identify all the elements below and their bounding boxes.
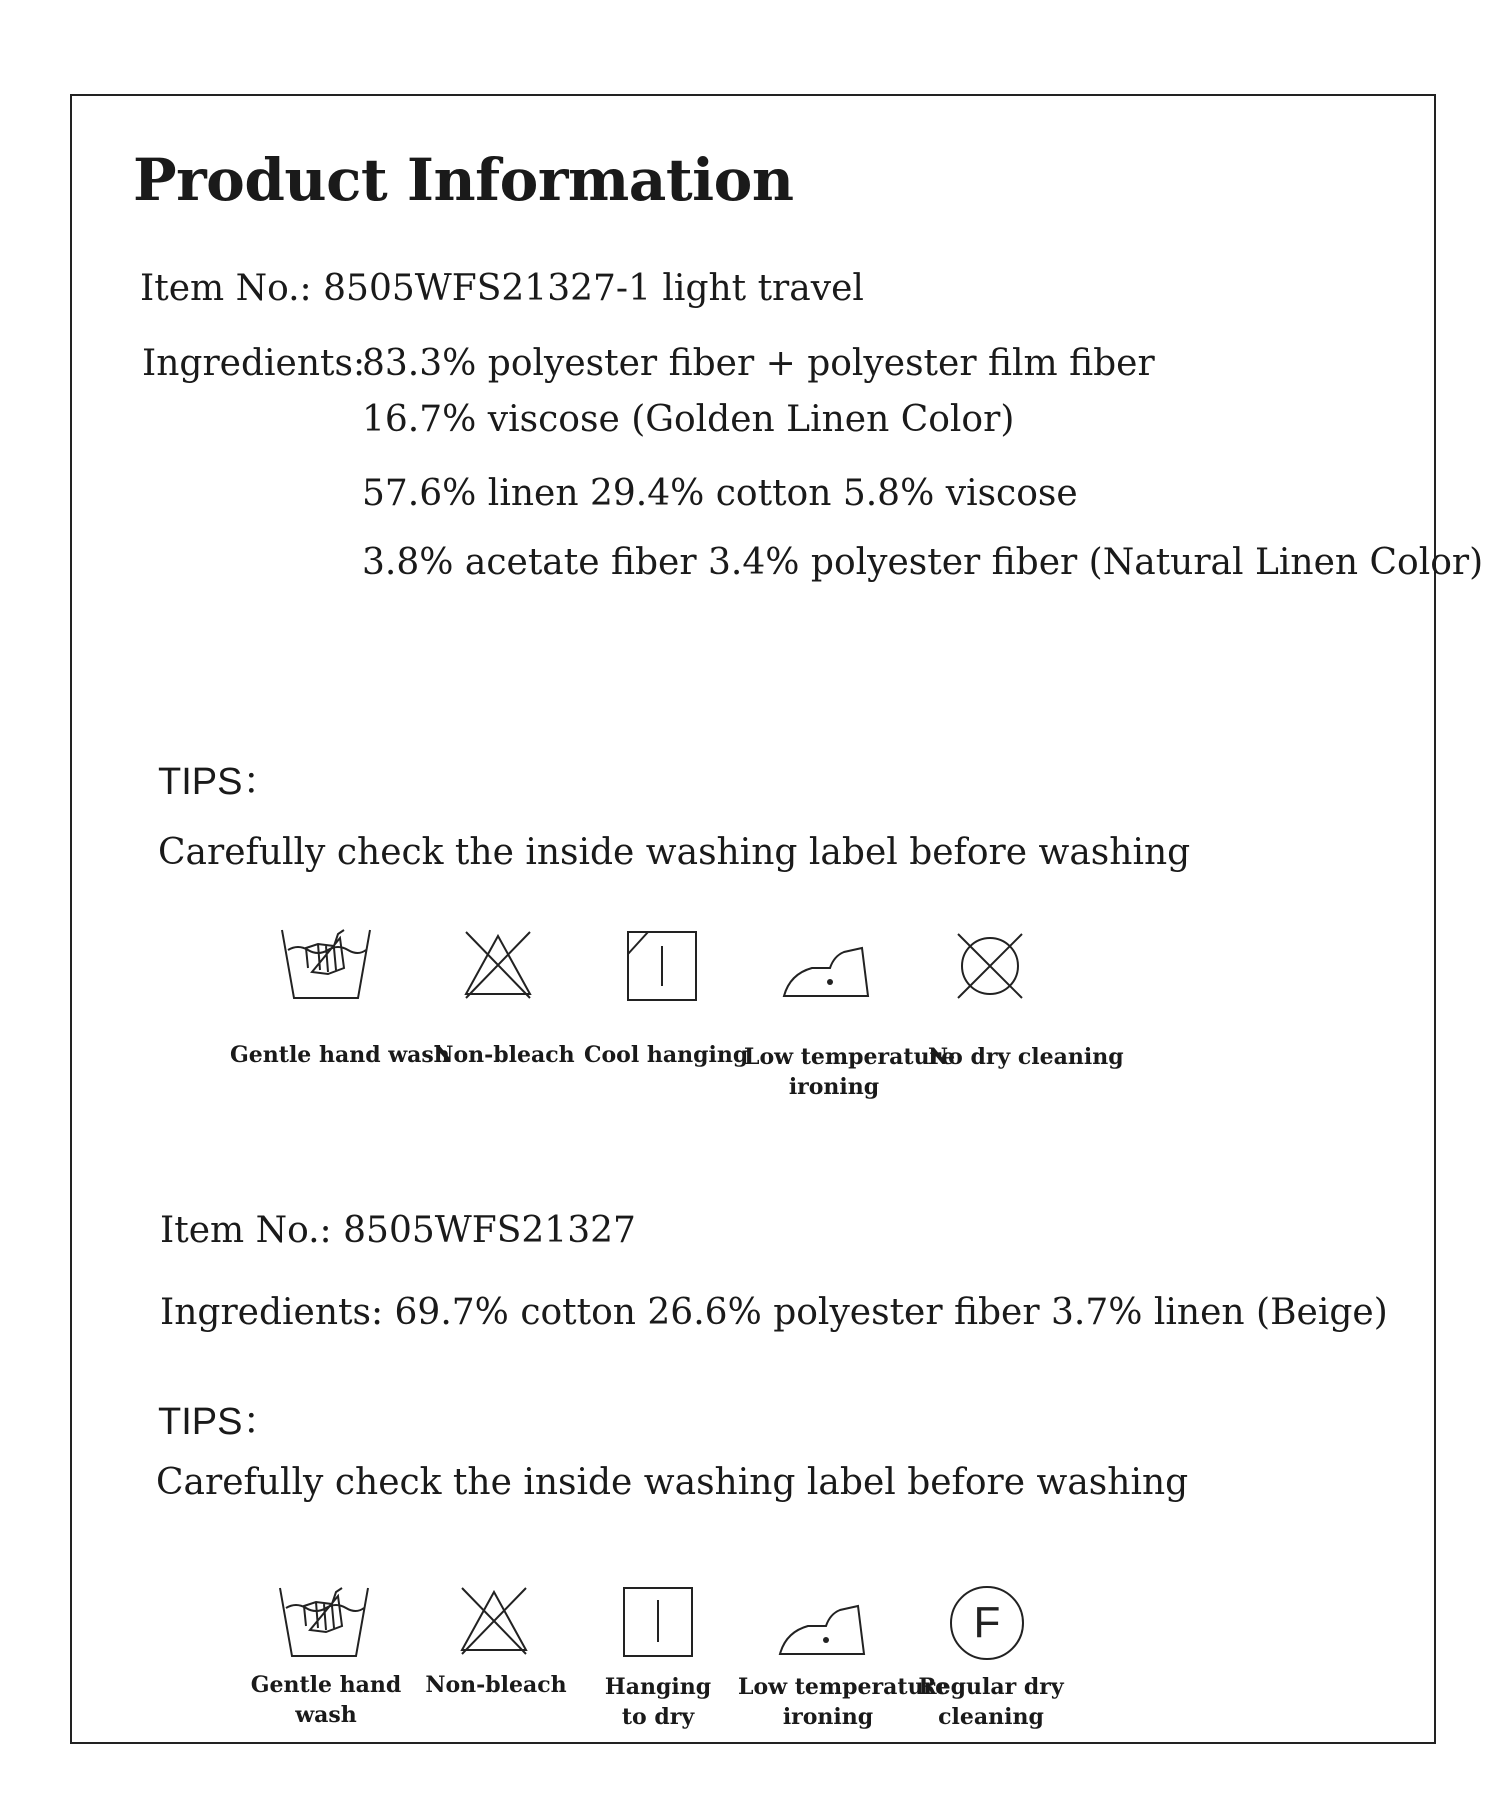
care-label (578, 1672, 738, 1732)
item1-ingredient-line: 16.7% viscose (Golden Linen Color) (362, 399, 1015, 440)
item2-instruction: Carefully check the inside washing label before washing (156, 1462, 1189, 1503)
hand-wash-icon (278, 922, 374, 1002)
item1-instruction: Carefully check the inside washing label before washing (158, 832, 1191, 873)
item1-tips-heading: TIPS： (158, 761, 281, 803)
hang-dry-icon (626, 930, 698, 1002)
care-label (916, 1672, 1066, 1732)
non-bleach-icon (458, 1586, 530, 1656)
dry-clean-f-icon: F (950, 1586, 1024, 1660)
item1-ingredients-label: Ingredients: (142, 343, 366, 384)
item1-ingredient-line: 3.8% acetate fiber 3.4% polyester fiber (Natural Linen Color) (362, 542, 1484, 583)
low-temp-iron-icon (778, 1592, 866, 1658)
item1-ingredient-line: 83.3% polyester fiber + polyester film fiber (362, 343, 1155, 384)
care-label-line: Hanging (604, 1674, 712, 1700)
hand-wash-icon (276, 1580, 372, 1660)
care-label-line: Regular dry (918, 1674, 1064, 1700)
no-dry-clean-icon (954, 930, 1026, 1002)
care-label-line: Low temperature (738, 1674, 950, 1700)
care-label-line: Gentle hand (250, 1672, 402, 1698)
care-label: Cool hanging (584, 1042, 749, 1068)
item1-ingredient-line: 57.6% linen 29.4% cotton 5.8% viscose (362, 473, 1078, 514)
care-label: Gentle hand wash (230, 1042, 450, 1068)
care-label: Non-bleach (433, 1042, 575, 1068)
non-bleach-icon (462, 930, 534, 1000)
hang-dry-icon (622, 1586, 694, 1658)
care-label: Non-bleach (425, 1672, 567, 1698)
low-temp-iron-icon (782, 934, 870, 1000)
care-label-line: wash (295, 1702, 357, 1728)
item1-number: Item No.: 8505WFS21327-1 light travel (140, 268, 864, 309)
page-title: Product Information (133, 146, 794, 214)
item2-number: Item No.: 8505WFS21327 (160, 1210, 636, 1251)
care-label-line: ironing (782, 1704, 874, 1730)
care-label-line: cleaning (938, 1704, 1044, 1730)
care-label-line: to dry (621, 1704, 695, 1730)
care-label (236, 1670, 416, 1730)
item2-ingredients: Ingredients: 69.7% cotton 26.6% polyester fiber 3.7% linen (Beige) (160, 1292, 1388, 1333)
care-label (738, 1672, 950, 1732)
item2-tips-heading: TIPS： (158, 1401, 281, 1443)
care-label-line: Low temperature (744, 1044, 956, 1070)
care-label: No dry cleaning (928, 1044, 1124, 1070)
care-label (744, 1042, 956, 1102)
care-label-line: ironing (788, 1074, 880, 1100)
